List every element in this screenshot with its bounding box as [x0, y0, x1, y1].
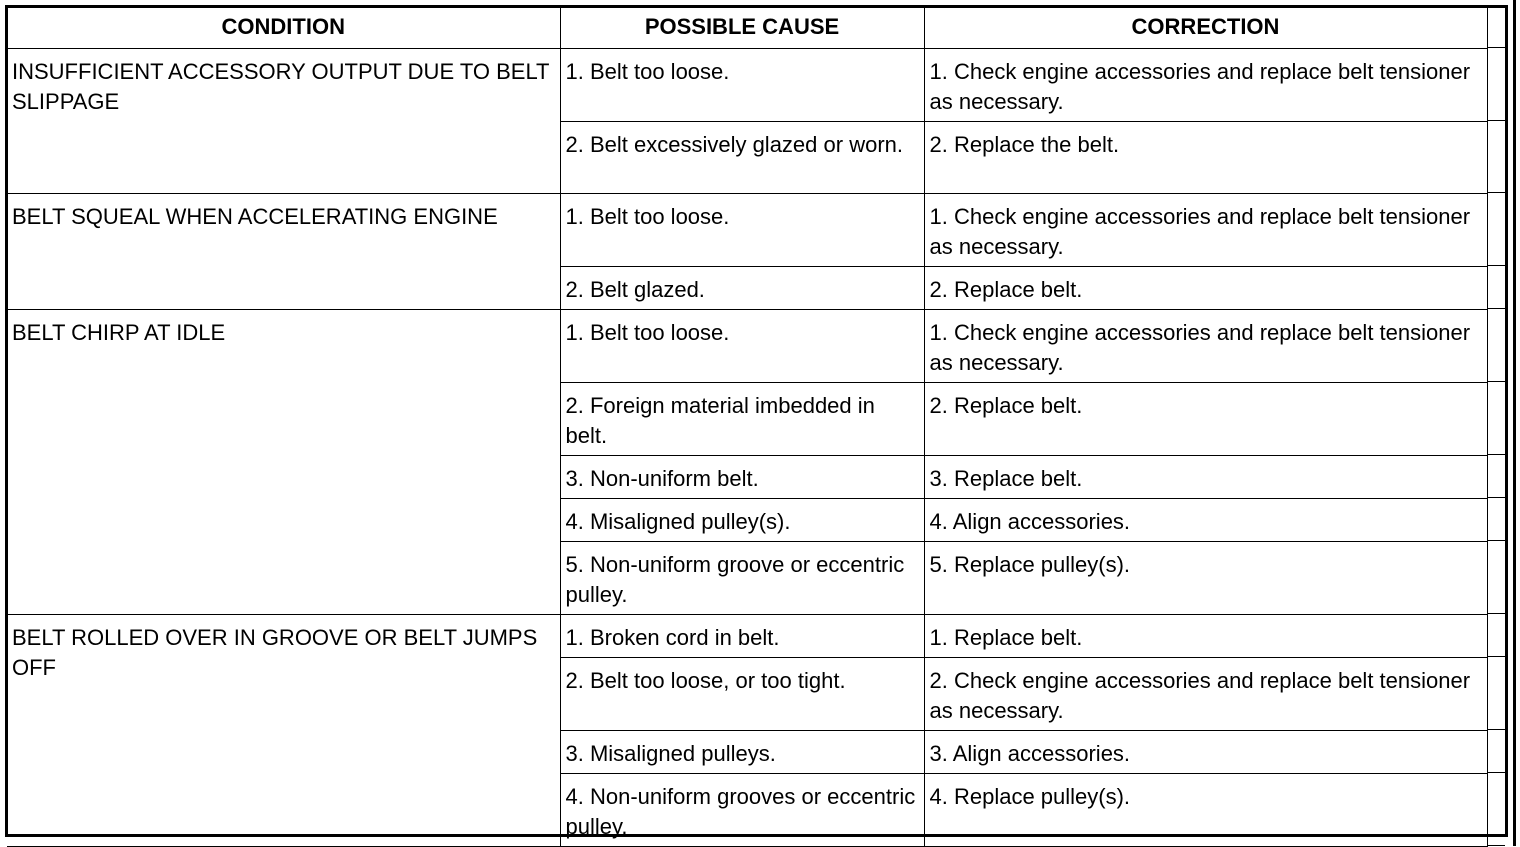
margin-row-divider: [1487, 497, 1505, 498]
cause-cell: 3. Misaligned pulleys.: [560, 730, 924, 773]
cause-cell: 4. Misaligned pulley(s).: [560, 498, 924, 541]
correction-cell: 1. Check engine accessories and replace belt tensioner as necessary.: [924, 193, 1487, 266]
correction-header: CORRECTION: [924, 7, 1487, 48]
correction-cell: 2. Check engine accessories and replace belt tensioner as necessary.: [924, 657, 1487, 730]
margin-row-divider: [1487, 381, 1505, 382]
condition-cell: BELT CHIRP AT IDLE: [7, 309, 560, 614]
condition-header: CONDITION: [7, 7, 560, 48]
cause-cell: 1. Belt too loose.: [560, 309, 924, 382]
diagnosis-table: [7, 7, 1488, 847]
table-row: [7, 193, 1487, 266]
margin-row-divider: [1487, 265, 1505, 266]
cause-cell: 2. Belt too loose, or too tight.: [560, 657, 924, 730]
margin-row-divider: [1487, 656, 1505, 657]
margin-row-divider: [1487, 192, 1505, 193]
correction-cell: 3. Align accessories.: [924, 730, 1487, 773]
margin-column-divider: [1487, 7, 1488, 834]
correction-cell: 5. Replace pulley(s).: [924, 541, 1487, 614]
possible-cause-header: POSSIBLE CAUSE: [560, 7, 924, 48]
margin-row-divider: [1487, 540, 1505, 541]
correction-cell: 4. Replace pulley(s).: [924, 773, 1487, 846]
cause-cell: 1. Broken cord in belt.: [560, 614, 924, 657]
correction-cell: 4. Align accessories.: [924, 498, 1487, 541]
table-row: [7, 48, 1487, 121]
correction-cell: 3. Replace belt.: [924, 455, 1487, 498]
correction-cell: 2. Replace belt.: [924, 382, 1487, 455]
condition-cell: BELT ROLLED OVER IN GROOVE OR BELT JUMPS OFF: [7, 614, 560, 846]
condition-cell: INSUFFICIENT ACCESSORY OUTPUT DUE TO BELT SLIPPAGE: [7, 48, 560, 193]
margin-row-divider: [1487, 613, 1505, 614]
cause-cell: 2. Belt glazed.: [560, 266, 924, 309]
margin-row-divider: [1487, 47, 1505, 48]
margin-row-divider: [1487, 772, 1505, 773]
cause-cell: 2. Foreign material imbedded in belt.: [560, 382, 924, 455]
right-margin-column: [1487, 7, 1505, 834]
cause-cell: 2. Belt excessively glazed or worn.: [560, 121, 924, 193]
margin-row-divider: [1487, 454, 1505, 455]
correction-cell: 1. Check engine accessories and replace belt tensioner as necessary.: [924, 309, 1487, 382]
margin-row-divider: [1487, 120, 1505, 121]
correction-cell: 1. Replace belt.: [924, 614, 1487, 657]
cause-cell: 5. Non-uniform groove or eccentric pulley.: [560, 541, 924, 614]
margin-row-divider: [1487, 729, 1505, 730]
cause-cell: 1. Belt too loose.: [560, 48, 924, 121]
margin-row-divider: [1487, 308, 1505, 309]
cause-cell: 3. Non-uniform belt.: [560, 455, 924, 498]
header-row: [7, 7, 1487, 48]
cause-cell: 4. Non-uniform grooves or eccentric pulley.: [560, 773, 924, 846]
correction-cell: 2. Replace belt.: [924, 266, 1487, 309]
page-edge-line: [1513, 0, 1516, 846]
correction-cell: 2. Replace the belt.: [924, 121, 1487, 193]
table-row: [7, 614, 1487, 657]
correction-cell: 1. Check engine accessories and replace belt tensioner as necessary.: [924, 48, 1487, 121]
condition-cell: BELT SQUEAL WHEN ACCELERATING ENGINE: [7, 193, 560, 309]
table-row: [7, 309, 1487, 382]
cause-cell: 1. Belt too loose.: [560, 193, 924, 266]
